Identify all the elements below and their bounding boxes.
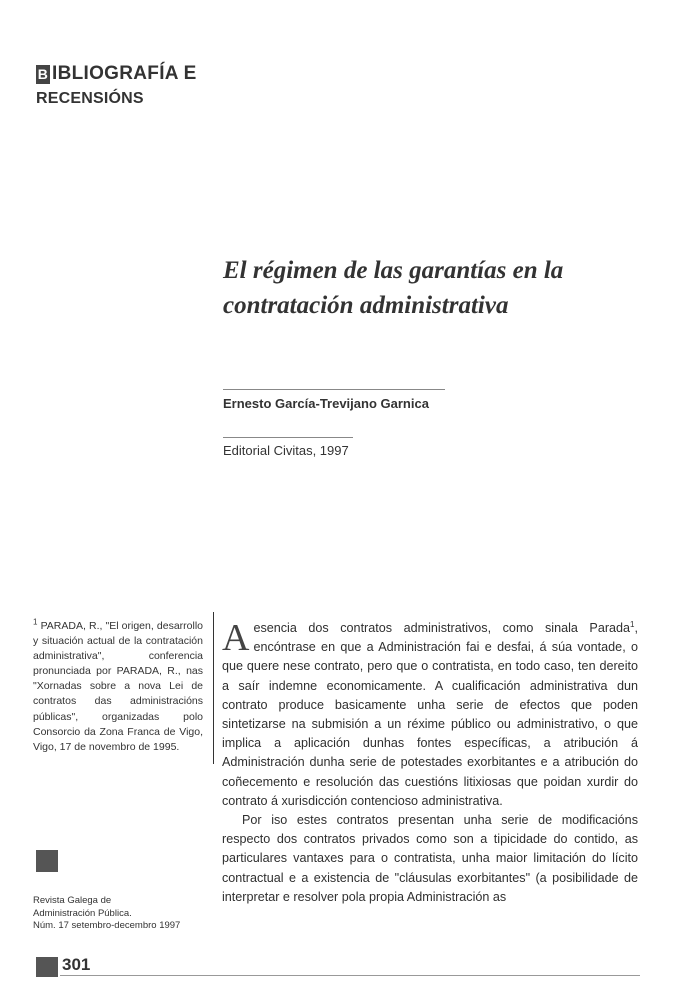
author-rule bbox=[223, 389, 445, 390]
author-name: Ernesto García-Trevijano Garnica bbox=[223, 396, 429, 411]
decorative-square bbox=[36, 850, 58, 872]
column-divider bbox=[213, 612, 214, 764]
drop-cap: A bbox=[222, 617, 250, 659]
section-initial-box: B bbox=[37, 65, 49, 82]
section-heading-line2: RECENSIÓNS bbox=[36, 90, 144, 107]
body-paragraph-1-cont: , encóntrase en que a Administración fai e desfai, á súa vontade, o que quere nese contrato, pero que o contratista, en todo caso, ten dereito a saír indemne economicamente. A cualificación administrativa dun contrato produce basicamente unha serie de efectos que poden sintetizarse na submisión a un réxime público ou administrativo, o que implica a aplicación dunhas fontes específicas, a atribución á Administración dunha serie de potestades exorbitantes e a atribución do coñecemento e resolución das cuestións litixiosas que poidan xurdir do contrato á xurisdicción contencioso administrativa. bbox=[222, 621, 638, 808]
footer-rule bbox=[60, 975, 640, 976]
journal-line-1: Revista Galega de bbox=[33, 895, 112, 906]
footnote-marker: 1 bbox=[33, 617, 38, 627]
section-heading-line1: IBLIOGRAFÍA E bbox=[52, 63, 197, 84]
article-title: El régimen de las garantías en la contratación administrativa bbox=[223, 257, 564, 319]
body-paragraph-2: Por iso estes contratos presentan unha serie de modificacións respecto dos contratos privados como son a tipicidade do contido, as particulares vantaxes para o contratista, unha maior limitación do lícito contractual e a existencia de "cláusulas exorbitantes" (a posibilidade de interpretar e resolver pola propia Administración as bbox=[222, 813, 638, 904]
publisher-rule bbox=[223, 437, 353, 438]
journal-line-2: Administración Pública. bbox=[33, 907, 132, 919]
body-paragraph-1-start: esencia dos contratos administrativos, como sinala Parada bbox=[253, 621, 631, 635]
section-heading bbox=[36, 62, 197, 108]
footnote-reference: 1 bbox=[630, 619, 635, 629]
body-paragraph-1 bbox=[222, 619, 638, 811]
footnote-text: PARADA, R., "El origen, desarrollo y situación actual de la contratación administrativa", conferencia pronunciada por PARADA, R., nas "Xornadas sobre a nova Lei de contratos das administracións públicas", organizadas polo Consorcio da Zona Franca de Vigo, Vigo, 17 de novembro de 1995. bbox=[33, 620, 203, 753]
publisher-info: Editorial Civitas, 1997 bbox=[223, 443, 349, 458]
article-body bbox=[222, 619, 638, 907]
page-number-box bbox=[36, 957, 58, 977]
page-number: 301 bbox=[62, 955, 91, 974]
journal-info bbox=[33, 895, 180, 933]
journal-line-3: Núm. 17 setembro-decembro 1997 bbox=[33, 920, 181, 931]
footnote bbox=[33, 619, 203, 755]
